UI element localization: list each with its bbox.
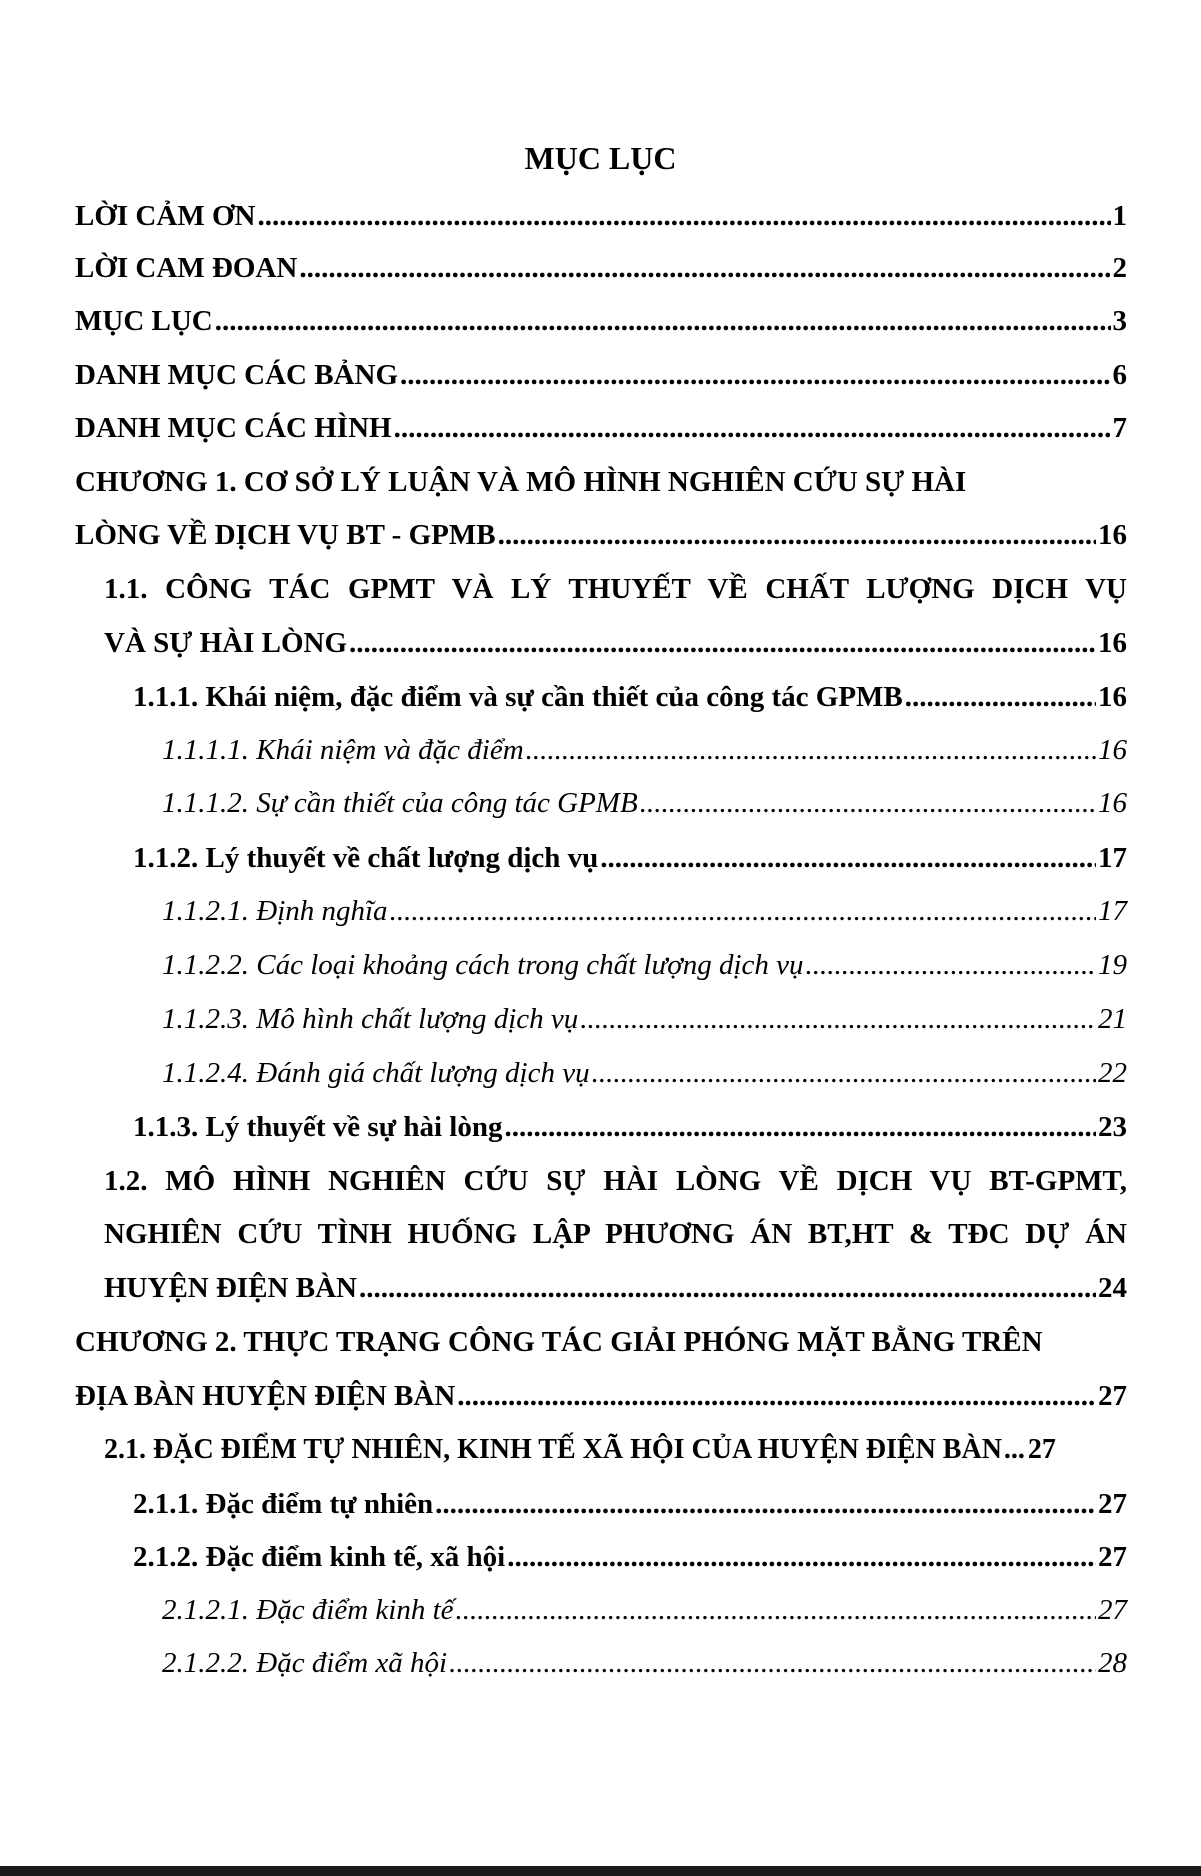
toc-entry[interactable] <box>162 1643 1127 1683</box>
toc-entry-text: HUYỆN ĐIỆN BÀN <box>104 1272 357 1304</box>
toc-leader-dots <box>905 677 1096 717</box>
toc-entry-line1[interactable]: CHƯƠNG 2. THỰC TRẠNG CÔNG TÁC GIẢI PHÓNG MẶT BẰNG TRÊN <box>75 1326 1043 1358</box>
toc-entry-line2[interactable]: NGHIÊN CỨU TÌNH HUỐNG LẬP PHƯƠNG ÁN BT,HT & TĐC DỰ ÁN <box>104 1218 1127 1250</box>
toc-page-number: 21 <box>1098 1003 1127 1035</box>
toc-entry-text: 2.1. ĐẶC ĐIỂM TỰ NHIÊN, KINH TẾ XÃ HỘI CỦA HUYỆN ĐIỆN BÀN <box>104 1434 1002 1465</box>
toc-entry-text: 1.1.1. Khái niệm, đặc điểm và sự cần thiết của công tác GPMB <box>133 681 903 713</box>
toc-entry-text: 1.1.1.2. Sự cần thiết của công tác GPMB <box>162 787 638 819</box>
toc-leader-dots <box>435 1484 1096 1524</box>
toc-entry[interactable] <box>162 1590 1127 1630</box>
toc-entry-text: 1.1.2.3. Mô hình chất lượng dịch vụ <box>162 1003 579 1035</box>
toc-entry-text: 1.1.2.1. Định nghĩa <box>162 895 388 927</box>
toc-page-number: 16 <box>1098 681 1127 713</box>
toc-page-number: 17 <box>1098 842 1127 874</box>
toc-leader-dots <box>456 1590 1096 1630</box>
toc-page-number: 7 <box>1112 412 1127 444</box>
toc-entry[interactable] <box>75 196 1127 236</box>
toc-entry[interactable] <box>162 999 1127 1039</box>
toc-entry-text: LỜI CAM ĐOAN <box>75 252 298 284</box>
toc-entry-text: VÀ SỰ HÀI LÒNG <box>104 627 348 659</box>
toc-page-number: 27 <box>1098 1380 1127 1412</box>
toc-leader-dots <box>349 623 1096 663</box>
toc-entry[interactable] <box>75 1376 1127 1416</box>
toc-entry-text: DANH MỤC CÁC HÌNH <box>75 412 392 444</box>
toc-entry[interactable] <box>162 730 1127 770</box>
toc-entry-text: ĐỊA BÀN HUYỆN ĐIỆN BÀN <box>75 1380 456 1412</box>
page-bottom-edge <box>0 1866 1201 1876</box>
toc-entry[interactable] <box>104 1268 1127 1308</box>
toc-entry[interactable] <box>75 355 1127 395</box>
toc-page-number: 23 <box>1098 1111 1127 1143</box>
toc-page-number: 27 <box>1098 1594 1127 1626</box>
toc-page-number: 6 <box>1112 359 1127 391</box>
toc-entry[interactable] <box>133 1537 1127 1577</box>
toc-leader-dots <box>359 1268 1096 1308</box>
toc-leader-dots <box>592 1053 1096 1093</box>
toc-entry-text: 2.1.2. Đặc điểm kinh tế, xã hội <box>133 1541 506 1573</box>
toc-leader-dots <box>394 408 1111 448</box>
toc-entry-line1[interactable]: 1.1. CÔNG TÁC GPMT VÀ LÝ THUYẾT VỀ CHẤT LƯỢNG DỊCH VỤ <box>104 573 1127 605</box>
toc-page-number: 16 <box>1098 734 1127 766</box>
toc-entry-text: MỤC LỤC <box>75 305 213 337</box>
toc-page-number: 17 <box>1098 895 1127 927</box>
toc-page-number: 22 <box>1098 1057 1127 1089</box>
toc-leader-dots <box>1004 1430 1026 1470</box>
toc-leader-dots <box>504 1107 1096 1147</box>
toc-entry-text: 1.1.2.2. Các loại khoảng cách trong chất lượng dịch vụ <box>162 949 804 981</box>
toc-leader-dots <box>299 248 1110 288</box>
toc-entry[interactable] <box>162 1053 1127 1093</box>
toc-leader-dots <box>457 1376 1096 1416</box>
toc-page-number: 27 <box>1098 1541 1127 1573</box>
toc-entry[interactable] <box>162 783 1127 823</box>
toc-page-number: 28 <box>1098 1647 1127 1679</box>
toc-entry-text: LỜI CẢM ƠN <box>75 200 256 232</box>
toc-page-number: 16 <box>1098 787 1127 819</box>
toc-entry[interactable] <box>162 945 1127 985</box>
toc-page-number: 27 <box>1027 1434 1056 1465</box>
toc-entry-line1[interactable]: CHƯƠNG 1. CƠ SỞ LÝ LUẬN VÀ MÔ HÌNH NGHIÊN CỨU SỰ HÀI <box>75 466 967 498</box>
toc-entry[interactable] <box>133 1107 1127 1147</box>
toc-page-number: 19 <box>1098 949 1127 981</box>
toc-entry[interactable] <box>75 408 1127 448</box>
toc-entry[interactable] <box>104 1430 1127 1470</box>
toc-leader-dots <box>400 355 1110 395</box>
toc-leader-dots <box>507 1537 1096 1577</box>
toc-leader-dots <box>640 783 1096 823</box>
toc-entry-text: 1.1.2.4. Đánh giá chất lượng dịch vụ <box>162 1057 590 1089</box>
toc-leader-dots <box>215 301 1111 341</box>
toc-page-number: 1 <box>1112 200 1127 232</box>
toc-leader-dots <box>580 999 1096 1039</box>
toc-entry-text: 1.1.3. Lý thuyết về sự hài lòng <box>133 1111 503 1143</box>
toc-entry[interactable] <box>133 838 1127 878</box>
toc-leader-dots <box>498 515 1096 555</box>
toc-page-number: 3 <box>1112 305 1127 337</box>
toc-leader-dots <box>806 945 1096 985</box>
toc-entry[interactable] <box>75 301 1127 341</box>
toc-entry-text: DANH MỤC CÁC BẢNG <box>75 359 399 391</box>
toc-leader-dots <box>390 891 1096 931</box>
toc-entry[interactable] <box>133 677 1127 717</box>
toc-entry-text: LÒNG VỀ DỊCH VỤ BT - GPMB <box>75 519 496 551</box>
toc-entry[interactable] <box>133 1484 1127 1524</box>
toc-entry[interactable] <box>162 891 1127 931</box>
toc-entry[interactable] <box>75 248 1127 288</box>
toc-page-number: 2 <box>1112 252 1127 284</box>
toc-leader-dots <box>449 1643 1096 1683</box>
toc-entry[interactable] <box>104 623 1127 663</box>
toc-entry-text: 2.1.2.2. Đặc điểm xã hội <box>162 1647 448 1679</box>
toc-entry-text: 2.1.1. Đặc điểm tự nhiên <box>133 1488 434 1520</box>
toc-leader-dots <box>600 838 1096 878</box>
toc-entry-text: 1.1.1.1. Khái niệm và đặc điểm <box>162 734 524 766</box>
toc-entry-text: 2.1.2.1. Đặc điểm kinh tế <box>162 1594 454 1626</box>
toc-page-number: 27 <box>1098 1488 1127 1520</box>
toc-entry[interactable] <box>75 515 1127 555</box>
toc-leader-dots <box>526 730 1096 770</box>
toc-entry-line1[interactable]: 1.2. MÔ HÌNH NGHIÊN CỨU SỰ HÀI LÒNG VỀ DỊCH VỤ BT-GPMT, <box>104 1165 1127 1197</box>
toc-page-number: 24 <box>1098 1272 1127 1304</box>
page-title: MỤC LỤC <box>524 140 677 176</box>
toc-leader-dots <box>257 196 1110 236</box>
toc-page-number: 16 <box>1098 627 1127 659</box>
toc-page-number: 16 <box>1098 519 1127 551</box>
toc-entry-text: 1.1.2. Lý thuyết về chất lượng dịch vụ <box>133 842 599 874</box>
